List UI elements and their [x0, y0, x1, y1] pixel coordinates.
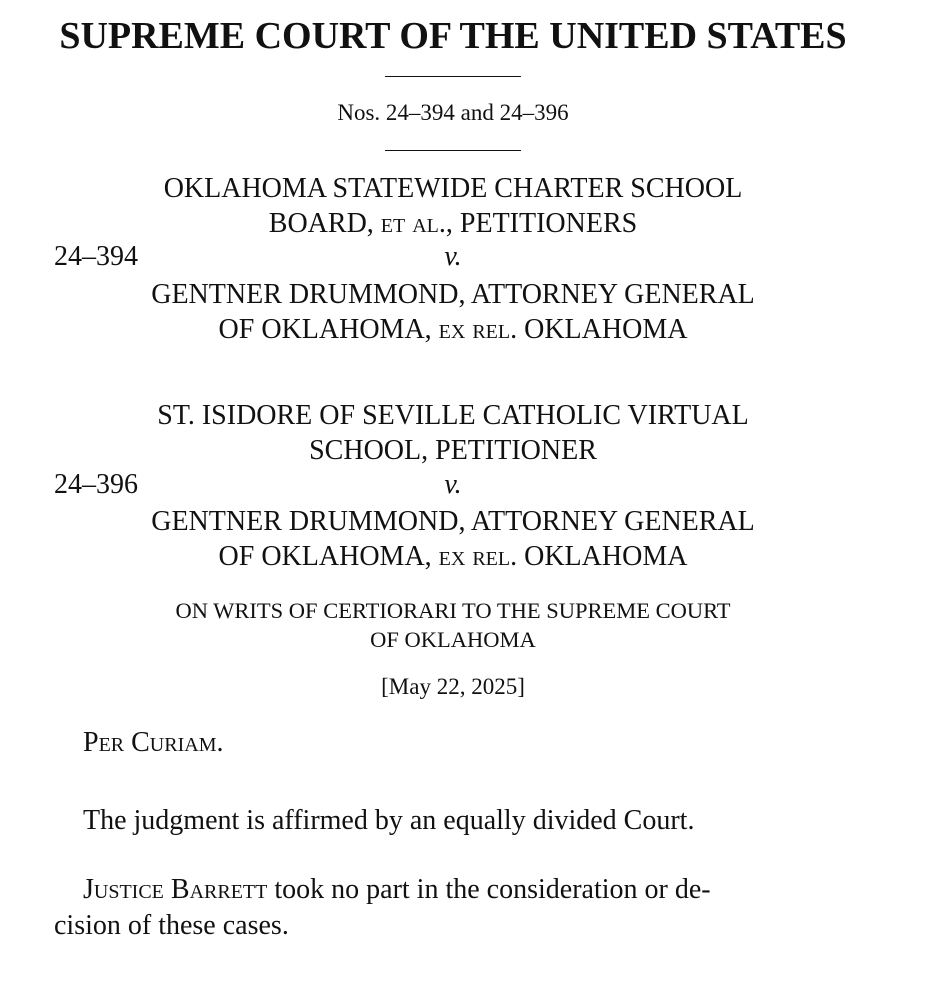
- writ-line1: ON WRITS OF CERTIORARI TO THE SUPREME COURT: [175, 598, 731, 623]
- docket-numbers: Nos. 24–394 and 24–396: [337, 100, 569, 125]
- recusal-line2: cision of these cases.: [54, 910, 289, 941]
- ex-rel: ex rel.: [438, 541, 518, 572]
- case-1-versus: v.: [444, 241, 462, 272]
- case-2-respondent-line1: GENTNER DRUMMOND, ATTORNEY GENERAL: [151, 506, 755, 537]
- recusal-line1: Justice Barrett took no part in the consideration or de-: [83, 874, 711, 905]
- case-2-respondent-line2: OF OKLAHOMA, ex rel. OKLAHOMA: [218, 541, 688, 572]
- divider-top: [385, 76, 521, 77]
- case-1-petitioner-line1: OKLAHOMA STATEWIDE CHARTER SCHOOL: [163, 173, 743, 204]
- case-1-docket-number: 24–394: [54, 241, 138, 272]
- case-1-respondent-line1: GENTNER DRUMMOND, ATTORNEY GENERAL: [151, 279, 755, 310]
- case-2-docket-number: 24–396: [54, 469, 138, 500]
- writ-line2: OF OKLAHOMA: [370, 627, 536, 652]
- et-al: et al.: [380, 208, 446, 239]
- case-1-petitioner-line2: BOARD, et al., PETITIONERS: [268, 208, 638, 239]
- judgment-text: The judgment is affirmed by an equally divided Court.: [83, 805, 695, 836]
- case-2-versus: v.: [444, 469, 462, 500]
- case-2-petitioner-line2: SCHOOL, PETITIONER: [309, 435, 597, 466]
- case-2-petitioner-line1: ST. ISIDORE OF SEVILLE CATHOLIC VIRTUAL: [157, 400, 749, 431]
- ex-rel: ex rel.: [438, 314, 518, 345]
- decision-date: [May 22, 2025]: [381, 674, 525, 699]
- justice-name: Justice Barrett: [83, 874, 268, 905]
- per-curiam-heading: Per Curiam.: [83, 727, 224, 758]
- court-title: SUPREME COURT OF THE UNITED STATES: [59, 15, 847, 57]
- case-1-respondent-line2: OF OKLAHOMA, ex rel. OKLAHOMA: [218, 314, 688, 345]
- divider-bottom: [385, 150, 521, 151]
